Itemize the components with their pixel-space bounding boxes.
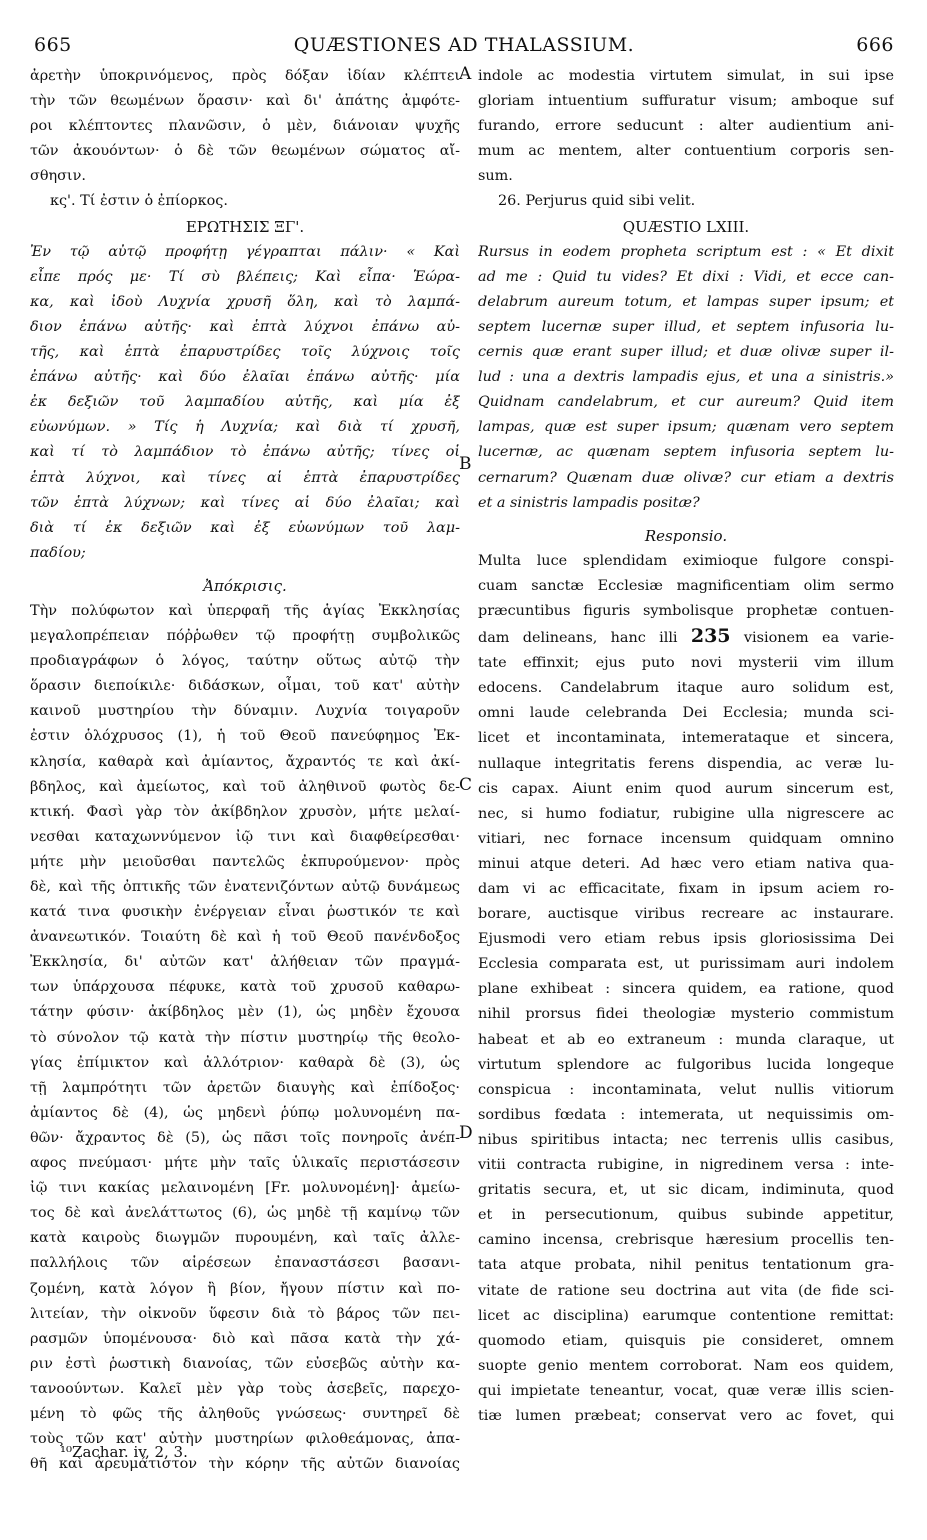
- gk-answer-line: ἀμίαντος δὲ (4), ὡς μηδενὶ ῥύπῳ μολυνομένη πα-: [30, 1104, 460, 1121]
- lt-answer-line: habeat et ab eo extraneum : munda claraque, ut: [478, 1031, 894, 1048]
- gk-answer-line: μεγαλοπρέπειαν πόῤῥωθεν τῷ προφήτῃ συμβολικῶς: [30, 628, 460, 645]
- gk-question-line: τῶν ἑπτὰ λύχνων; καὶ τίνες αἱ δύο ἐλαῖαι; καὶ: [30, 494, 460, 511]
- gk-answer-line: ρασμῶν ὑπομένουσα· διὸ καὶ πᾶσα κατὰ τὴν χά-: [30, 1330, 460, 1347]
- gk-answer-line: Τὴν πολύφωτον καὶ ὑπερφαῆ τῆς ἁγίας Ἐκκλησίας: [30, 602, 460, 619]
- latin-answer-line: Multa luce splendidam eximioque fulgore conspi-: [478, 552, 894, 569]
- lt-answer-line: gritatis secura, et, ut sic dicam, indiminuta, quod: [478, 1182, 894, 1199]
- greek-question-heading: ΕΡΩΤΗΣΙΣ ΞΓ'.: [185, 217, 305, 236]
- lt-answer-line: virtutum splendore ac fulgoribus lucida longeque: [478, 1056, 894, 1073]
- lt-answer-line: licet et incontaminata, intemerataque et sincera,: [478, 730, 894, 747]
- gk-answer-line: ἀνανεωτικόν. Τοιαύτη δὲ καὶ ἡ τοῦ Θεοῦ πανένδοξος: [30, 929, 460, 946]
- section-marker-b: B: [459, 454, 472, 474]
- lt-answer-line: minui atque deteri. Ad hæc vero etiam nativa qua-: [478, 855, 894, 872]
- lt-answer-line: borare, auctisque viribus recreare ac instaurare.: [478, 906, 894, 923]
- gk-question-line: παδίου;: [30, 544, 86, 561]
- gk-answer-line: τῇ λαμπρότητι τῶν ἀρετῶν διαυγὴς καὶ ἐπίδοξος·: [30, 1079, 460, 1096]
- gk-answer-line: ἐστιν ὁλόχρυσος (1), ἡ τοῦ Θεοῦ πανεύφημος Ἐκ-: [30, 728, 460, 745]
- gk-question-line: κα, καὶ ἰδοὺ Λυχνία χρυσῆ ὅλη, καὶ τὸ λαμπά-: [30, 293, 460, 310]
- lt-intro-line: gloriam intuentium suffuratur visum; amboque suf: [478, 93, 894, 110]
- lt-answer-line: suopte genio mentem corroborat. Nam eos quidem,: [478, 1357, 894, 1374]
- lt-answer-line: tata atque probata, nihil penitus tentationum gra-: [478, 1257, 894, 1274]
- lt-answer-line: Ecclesia comparata est, ut purissimam auri indolem: [478, 956, 894, 973]
- lt-answer-line: nihil prorsus fidei theologiæ mysterio commistum: [478, 1006, 894, 1023]
- gk-intro-line: τῶν ἀκουόντων· ὁ δὲ τῶν θεωμένων σώματος αἴ-: [30, 143, 460, 160]
- lt-answer-line: nullaque integritatis ferens dispendia, ac veræ lu-: [478, 755, 894, 772]
- gk-answer-line: γίας ἐπίμικτον καὶ ἀλλότριον· καθαρὰ δὲ (3), ὡς: [30, 1054, 460, 1071]
- lt-intro-line: sum.: [478, 168, 513, 185]
- gk-answer-line: τὸ σύνολον τῷ κατὰ τὴν πίστιν μυστηρίῳ τῆς θεολο-: [30, 1029, 460, 1046]
- gk-question-line: διον ἐπάνω αὐτῆς· καὶ ἑπτὰ λύχνοι ἐπάνω αὐ-: [30, 318, 460, 335]
- gk-answer-line: των ὑπάρχουσα πέφυκε, κατὰ τοῦ χρυσοῦ καθαρω-: [30, 979, 460, 996]
- gk-answer-line: δὲ, καὶ τῆς ὀπτικῆς τῶν ἐνατενιζόντων αὐτῷ δυνάμεως: [30, 879, 460, 895]
- latin-answer-line-with-marginal-number: dam delineans, hanc illi 235 visionem ea varie-: [478, 625, 894, 648]
- latin-answer: [478, 549, 894, 1429]
- gk-answer-line: νεσθαι καταχωννύμενον ἰῷ τινι καὶ διαφθείρεσθαι·: [30, 828, 460, 845]
- lt-question-line: lampas, quæ est super ipsum; quænam vero septem: [478, 419, 894, 436]
- lt-answer-line: cis capax. Aiunt enim quod aurum sincerum est,: [478, 780, 894, 797]
- lt-answer-line: nibus spiritibus intacta; nec terrenis ullis casibus,: [478, 1131, 894, 1148]
- lt-answer-line: sordibus fœdata : intemerata, ut nequissimis om-: [478, 1106, 894, 1123]
- lt-answer-line: tate effinxit; ejus puto novi mysterii vim illum: [478, 655, 894, 672]
- marginal-page-number: 235: [690, 625, 731, 648]
- lt-answer-line: tiæ lumen præbeat; conservat vero ac fovet, qui: [478, 1407, 894, 1424]
- gk-answer-line: τος δὲ καὶ ἀνελάττωτος (6), ὡς μηδὲ τῇ καμίνῳ τῶν: [30, 1205, 460, 1222]
- gk-intro-line: ροι κλέπτοντες πλανῶσιν, ὁ μὲν, διάνοιαν ψυχῆς: [30, 118, 460, 135]
- section-marker-d: D: [459, 1123, 473, 1143]
- gk-intro-line: ἀρετὴν ὑποκρινόμενος, πρὸς δόξαν ἰδίαν κλέπτει: [30, 68, 460, 84]
- lt-question-line: lud : una a dextris lampadis ejus, et una a sinistris.»: [478, 369, 894, 386]
- gk-intro-line: τὴν τῶν θεωμένων ὅρασιν· καὶ δι' ἀπάτης ἀμφότε-: [30, 93, 460, 110]
- gk-question-line: ἐκ δεξιῶν τοῦ λαμπαδίου αὐτῆς, καὶ μία ἐξ: [30, 394, 460, 411]
- gk-answer-line: αφος πνεύμασι· μήτε μὴν ταῖς ὑλικαῖς περιστάσεσιν: [30, 1155, 460, 1172]
- gk-answer-line: Ἐκκλησία, δι' αὐτῶν κατ' ἀλήθειαν τῶν πραγμά-: [30, 954, 460, 971]
- greek-answer-heading: Ἀπόκρισις.: [203, 576, 287, 595]
- lt-answer-line: licet ac disciplina) earumque contentione remittat:: [478, 1307, 894, 1324]
- page-number-left: 665: [34, 34, 72, 56]
- latin-column: [478, 64, 894, 1429]
- gk-question-line: τῆς, καὶ ἑπτὰ ἐπαρυστρίδες τοῖς λύχνοις τοῖς: [30, 344, 460, 361]
- gk-intro-line: σθησιν.: [30, 168, 86, 185]
- lt-answer-line: edocens. Candelabrum itaque auro solidum est,: [478, 680, 894, 697]
- latin-question-heading: QUÆSTIO LXIII.: [622, 217, 750, 236]
- lt-question-line: lucernæ, ac quænam septem infusoria septem lu-: [478, 444, 894, 461]
- lt-answer-line: qui impietate teneantur, vocat, quæ veræ illis scien-: [478, 1382, 894, 1399]
- lt-answer-line: vitii contracta rubigine, in nigredinem versa : inte-: [478, 1157, 894, 1174]
- gk-answer-line: κτική. Φασὶ γὰρ τὸν ἀκίβδηλον χρυσὸν, μήτε μελαί-: [30, 803, 460, 820]
- gk-answer-line: ριν ἐστὶ ῥωστικὴ διανοίας, τῶν εὐσεβῶς αὐτὴν κα-: [30, 1355, 460, 1372]
- lt-intro-line: mum ac mentem, alter contuentium corporis sen-: [478, 143, 894, 160]
- gk-answer-line: κατά τινα φυσικὴν ἐνέργειαν εἶναι ῥωστικόν τε καὶ: [30, 904, 460, 921]
- lt-answer-line: conspicua : incontaminata, velut nullis vitiorum: [478, 1081, 894, 1098]
- section-marker-a: A: [459, 64, 472, 84]
- gk-answer-line: μήτε μὴν μειοῦσθαι παντελῶς ἐκπυρούμενον· πρὸς: [30, 853, 460, 870]
- lt-question-line: cernis quæ erant super illud; et duæ olivæ super il-: [478, 344, 894, 361]
- latin-item-26: 26. Perjurus quid sibi velit.: [498, 193, 696, 210]
- gk-answer-line: θῶν· ἄχραντος δὲ (5), ὡς πᾶσι τοῖς πονηροῖς ἀνέπ-: [30, 1129, 460, 1146]
- running-title: QUÆSTIONES AD THALASSIUM.: [293, 34, 635, 56]
- gk-question-line: διὰ τί ἐκ δεξιῶν καὶ ἐξ εὐωνύμων τοῦ λαμ-: [30, 519, 460, 536]
- lt-intro-line: indole ac modestia virtutem simulat, in sui ipse: [478, 68, 894, 84]
- lt-question-line: septem lucernæ super illud, et septem infusoria lu-: [478, 318, 894, 335]
- page-number-right: 666: [856, 34, 894, 56]
- running-header: [34, 34, 894, 58]
- lt-answer-line: vitiari, nec fornace incensum quidquam omnino: [478, 830, 894, 847]
- lt-question-line: delabrum aureum totum, et lampas super ipsum; et: [478, 293, 894, 310]
- gk-answer-line: ἰῷ τινι κακίας μελαινομένη [Fr. μολυνομένη]· ἀμείω-: [30, 1180, 460, 1197]
- lt-answer-line: plane exhibeat : sincera quidem, ea ratione, quod: [478, 981, 894, 998]
- lt-answer-line: dam vi ac efficacitate, fixam in ipsum aciem ro-: [478, 881, 894, 897]
- lt-answer-line: et in persecutionum, quibus subinde appetitur,: [478, 1207, 894, 1224]
- latin-intro: [478, 64, 894, 189]
- gk-answer-line: κλησία, καθαρὰ καὶ ἀμίαντος, ἄχραντός τε καὶ ἀκί-: [30, 753, 460, 770]
- gk-answer-line: μένη τὸ φῶς τῆς ἀληθοῦς γνώσεως· συντηρεῖ δὲ: [30, 1405, 460, 1422]
- gk-answer-line: ὅρασιν διεποίκιλε· διδάσκων, οἶμαι, τοῦ κατ' αὐτὴν: [30, 678, 460, 695]
- lt-question-line: Quidnam candelabrum, et cur aureum? Quid item: [478, 394, 894, 411]
- footnote: ¹⁰Zachar. iv, 2, 3.: [60, 1443, 188, 1461]
- gk-answer-line: λιτείαν, τὴν οἰκνοῦν ὕφεσιν διὰ τὸ βάρος τῶν πει-: [30, 1305, 460, 1322]
- lt-question-line: cernarum? Quænam duæ olivæ? cur etiam a dextris: [478, 469, 894, 486]
- lt-answer-line: quomodo etiam, quisquis pie consideret, omnem: [478, 1332, 894, 1349]
- lt-answer-line: Ejusmodi vero etiam rebus ipsis gloriosissima Dei: [478, 931, 894, 948]
- lt-answer-line: vitate de ratione seu doctrina aut vita (de fide sci-: [478, 1282, 894, 1299]
- greek-item-26: κς'. Τί ἐστιν ὁ ἐπίορκος.: [50, 193, 228, 210]
- latin-answer-line: cuam sanctæ Ecclesiæ magnificentiam olim sermo: [478, 577, 894, 594]
- gk-question-line: καὶ τί τὸ λαμπάδιον τὸ ἐπάνω αὐτῆς; τίνες οἱ: [30, 444, 460, 461]
- lt-answer-line: nec, si humo fodiatur, rubigine ulla nigrescere ac: [478, 805, 894, 822]
- gk-question-line: εἶπε πρός με· Τί σὺ βλέπεις; Καὶ εἶπα· Ἑώρα-: [30, 268, 460, 285]
- lt-answer-line: omni laude celebranda Dei Ecclesia; munda sci-: [478, 705, 894, 722]
- lt-answer-line: camino incensa, crebrisque hæresium procellis ten-: [478, 1232, 894, 1249]
- gk-question-line: ἐπάνω αὐτῆς· καὶ δύο ἐλαῖαι ἐπάνω αὐτῆς· μία: [30, 369, 460, 386]
- greek-intro: [30, 64, 460, 189]
- gk-answer-line: βδηλος, καὶ ἀμείωτος, καὶ τοῦ ἀληθινοῦ φωτὸς δε-: [30, 778, 460, 795]
- gk-question-line: ἑπτὰ λύχνοι, καὶ τίνες αἱ ἑπτὰ ἐπαρυστρίδες: [30, 469, 460, 486]
- greek-column: [30, 64, 460, 1477]
- gk-question-line: εὐωνύμων. » Τίς ἡ Λυχνία; καὶ διὰ τί χρυσῆ,: [30, 419, 460, 436]
- gk-answer-line: καινοῦ μυστηρίου τὴν δύναμιν. Λυχνία τοιγαροῦν: [30, 703, 460, 720]
- gk-answer-line: ζομένη, κατὰ λόγον ἢ βίον, ἤγουν πίστιν καὶ πο-: [30, 1280, 460, 1297]
- gk-answer-line: τοὺς τῶν κατ' αὐτὴν μυστηρίων φιλοθεάμονας, ἀπα-: [30, 1431, 460, 1448]
- lt-question-line: Rursus in eodem propheta scriptum est : « Et dixit: [478, 243, 894, 260]
- lt-question-line: ad me : Quid tu vides? Et dixi : Vidi, et ecce can-: [478, 268, 894, 285]
- gk-question-line: Ἐν τῷ αὐτῷ προφήτῃ γέγραπται πάλιν· « Καὶ: [30, 243, 460, 260]
- greek-question: [30, 240, 460, 566]
- greek-answer: [30, 599, 460, 1477]
- latin-answer-heading: Responsio.: [644, 526, 728, 545]
- latin-question: [478, 240, 894, 516]
- gk-answer-line: παλλήλοις τῶν αἱρέσεων ἐπαναστάσεσι βασανι-: [30, 1255, 460, 1272]
- gk-answer-line: τάτην φύσιν· ἀκίβδηλος μὲν (1), ὡς μηδὲν ἔχουσα: [30, 1004, 460, 1021]
- gk-answer-line: θῆ καὶ ἀρευμάτιστον τὴν κόρην τῆς αὐτῶν διανοίας: [30, 1456, 460, 1473]
- lt-intro-line: furando, errore seducunt : alter audientium ani-: [478, 118, 894, 135]
- gk-answer-line: τανοούντων. Καλεῖ μὲν γὰρ τοὺς ἀσεβεῖς, παρεχο-: [30, 1380, 460, 1397]
- section-marker-c: C: [459, 775, 473, 795]
- gk-answer-line: προδιαγράφων ὁ λόγος, ταύτην οὕτως αὐτῷ τὴν: [30, 653, 460, 670]
- gk-answer-line: κατὰ καιροὺς διωγμῶν πυρουμένη, καὶ ταῖς ἀλλε-: [30, 1230, 460, 1247]
- latin-answer-line: præcuntibus figuris symbolisque prophetæ contuen-: [478, 602, 894, 619]
- lt-question-line: et a sinistris lampadis positæ?: [478, 494, 700, 511]
